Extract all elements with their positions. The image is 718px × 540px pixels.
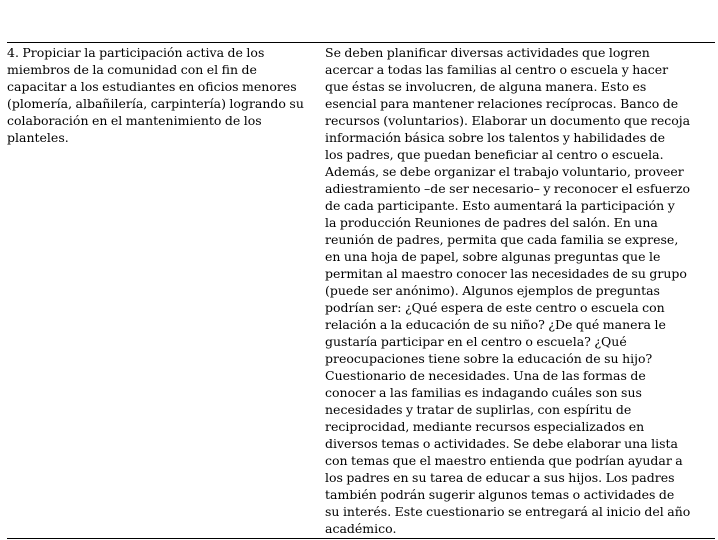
activities-line: con temas que el maestro entienda que podrían ayudar a <box>325 453 683 468</box>
objective-line: 4. Propiciar la participación activa de los <box>7 45 265 60</box>
activities-line: reciprocidad, mediante recursos especializados en <box>325 419 645 434</box>
activities-line: Además, se debe organizar el trabajo voluntario, proveer <box>325 164 684 179</box>
activities-line: también podrán sugerir algunos temas o actividades de <box>325 487 675 502</box>
activities-line: preocupaciones tiene sobre la educación de su hijo? <box>325 351 653 366</box>
activities-line: relación a la educación de su niño? ¿De qué manera le <box>325 317 666 332</box>
activities-line: acercar a todas las familias al centro o escuela y hacer <box>325 62 669 77</box>
activities-line: podrían ser: ¿Qué espera de este centro o escuela con <box>325 300 665 315</box>
activities-line: información básica sobre los talentos y habilidades de <box>325 130 666 145</box>
activities-line: su interés. Este cuestionario se entregará al inicio del año <box>325 504 691 519</box>
activities-line: la producción Reuniones de padres del salón. En una <box>325 215 658 230</box>
objective-line: capacitar a los estudiantes en oficios menores <box>7 79 297 94</box>
activities-line: que éstas se involucren, de alguna manera. Esto es <box>325 79 647 94</box>
activities-line: diversos temas o actividades. Se debe elaborar una lista <box>325 436 678 451</box>
activities-line: recursos (voluntarios). Elaborar un documento que recoja <box>325 113 691 128</box>
activities-line: adiestramiento –de ser necesario– y reconocer el esfuerzo <box>325 181 691 196</box>
activities-line: conocer a las familias es indagando cuáles son sus <box>325 385 642 400</box>
objective-line: (plomería, albañilería, carpintería) logrando su <box>7 96 304 111</box>
activities-line: (puede ser anónimo). Algunos ejemplos de preguntas <box>325 283 660 298</box>
activities-line: gustaría participar en el centro o escuela? ¿Qué <box>325 334 627 349</box>
activities-line: Se deben planificar diversas actividades que logren <box>325 45 650 60</box>
objective-line: colaboración en el mantenimiento de los <box>7 113 262 128</box>
activities-line: esencial para mantener relaciones recíprocas. Banco de <box>325 96 679 111</box>
document-table <box>7 42 715 539</box>
activities-line: necesidades y tratar de suplirlas, con espíritu de <box>325 402 632 417</box>
activities-line: permitan al maestro conocer las necesidades de su grupo <box>325 266 687 281</box>
activities-line: reunión de padres, permita que cada familia se exprese, <box>325 232 679 247</box>
activities-cell <box>325 43 715 538</box>
objective-cell <box>7 43 325 538</box>
activities-line: de cada participante. Esto aumentará la participación y <box>325 198 675 213</box>
objective-line: planteles. <box>7 130 69 145</box>
activities-line: académico. <box>325 521 397 536</box>
objective-line: miembros de la comunidad con el fin de <box>7 62 257 77</box>
activities-line: los padres en su tarea de educar a sus hijos. Los padres <box>325 470 675 485</box>
activities-line: en una hoja de papel, sobre algunas preguntas que le <box>325 249 661 264</box>
activities-line: Cuestionario de necesidades. Una de las formas de <box>325 368 646 383</box>
activities-line: los padres, que puedan beneficiar al centro o escuela. <box>325 147 664 162</box>
